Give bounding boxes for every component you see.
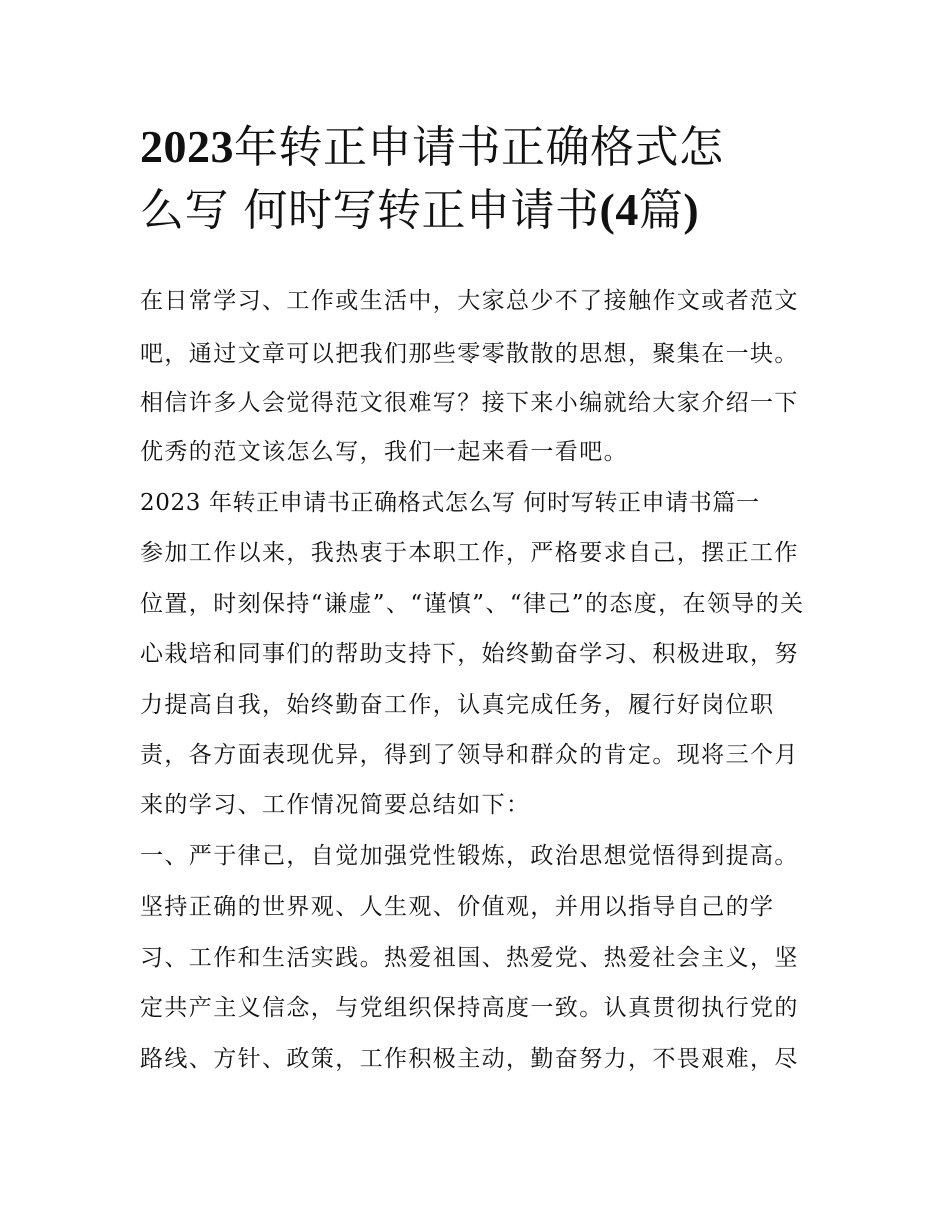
body-line: 来的学习、工作情况简要总结如下： xyxy=(140,792,531,818)
body-line: 优秀的范文该怎么写，我们一起来看一看吧。 xyxy=(140,439,628,465)
body-line: 吧，通过文章可以把我们那些零零散散的思想，聚集在一块。 xyxy=(140,341,799,367)
body-line: 参加工作以来，我热衷于本职工作，严格要求自己，摆正工作 xyxy=(140,540,799,566)
body-line: 习、工作和生活实践。热爱祖国、热爱党、热爱社会主义，坚 xyxy=(140,945,799,971)
section-heading: 2023 年转正申请书正确格式怎么写 何时写转正申请书篇一 xyxy=(140,490,760,516)
body-line: 坚持正确的世界观、人生观、价值观，并用以指导自己的学 xyxy=(140,894,775,920)
body-line: 相信许多人会觉得范文很难写？接下来小编就给大家介绍一下 xyxy=(140,390,799,416)
document-title xyxy=(140,116,820,242)
title-year: 2023 xyxy=(140,121,234,172)
body-line: 力提高自我，始终勤奋工作，认真完成任务，履行好岗位职 xyxy=(140,692,775,718)
body-line: 一、严于律己，自觉加强党性锻炼，政治思想觉悟得到提高。 xyxy=(140,843,799,869)
title-count-unit: 篇 xyxy=(638,185,684,236)
body-line: 心栽培和同事们的帮助支持下，始终勤奋学习、积极进取，努 xyxy=(140,641,799,667)
body-line: 定共产主义信念，与党组织保持高度一致。认真贯彻执行党的 xyxy=(140,995,799,1021)
title-line1-text: 年转正申请书正确格式怎 xyxy=(234,122,724,173)
body-line: 在日常学习、工作或生活中，大家总少不了接触作文或者范文 xyxy=(140,288,799,314)
title-count-open: (4 xyxy=(599,184,639,235)
body-line: 路线、方针、政策，工作积极主动，勤奋努力，不畏艰难，尽 xyxy=(140,1046,799,1072)
body-line: 责，各方面表现优异，得到了领导和群众的肯定。现将三个月 xyxy=(140,742,799,768)
title-line2-text: 么写 何时写转正申请书 xyxy=(140,185,600,236)
body-line: 位置，时刻保持“谦虚”、“谨慎”、“律己”的态度，在领导的关 xyxy=(140,591,805,617)
title-count-close: ) xyxy=(683,184,700,235)
